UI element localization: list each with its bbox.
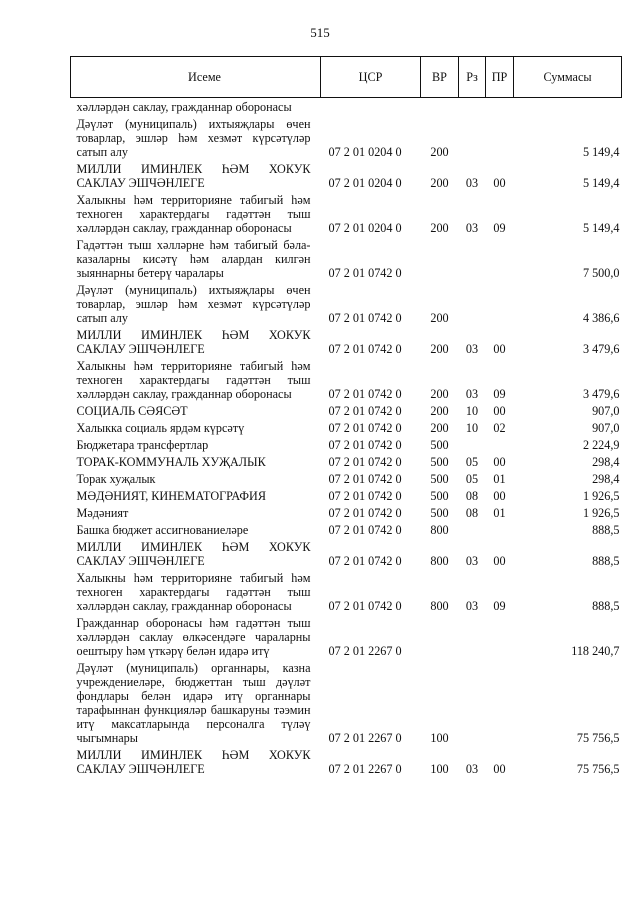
cell-rz [459,436,486,453]
cell-sum: 907,0 [592,420,620,435]
cell-sum: 5 149,4 [582,175,620,190]
cell-name: Дәүләт (муниципаль) органнары, казна учреждениеләре, бюджеттан тыш дәүләт фондлары белән идарә итү органнары тарафыннан функцияләр башкаруны тәэмин итү максатларында персоналга түләү чыгымнары [76,660,311,745]
cell-csr: 07 2 01 0204 0 [328,144,402,159]
cell-csr: 07 2 01 2267 0 [328,761,402,776]
cell-csr: 07 2 01 0742 0 [328,386,402,401]
cell-pr [486,614,514,659]
table-row [71,436,622,453]
cell-rz: 03 [465,175,479,190]
cell-vr: 800 [430,598,449,613]
cell-sum: 1 926,5 [582,505,620,520]
cell-pr: 00 [493,488,506,503]
cell-name: Башка бюджет ассигнованиеләре [76,522,249,537]
cell-name: ТОРАК-КОММУНАЛЬ ХУҖАЛЫК [76,454,266,469]
cell-sum: 298,4 [592,471,620,486]
cell-vr: 800 [430,522,449,537]
table-row [71,569,622,614]
cell-name: Мәдәният [76,505,129,520]
cell-pr: 00 [493,454,506,469]
cell-pr: 09 [493,386,506,401]
cell-sum: 888,5 [592,598,620,613]
cell-name: Халыкны һәм территорияне табигый һәм техноген характердагы гадәттән тыш хәлләрдән саклау, гражданнар оборонасы [76,192,311,235]
cell-name: Гражданнар оборонасы һәм гадәттән тыш хәлләрдән саклау өлкәсендәге чараларны оештыру һәм үткәрү белән идарә итү [76,615,311,658]
table-row [71,487,622,504]
cell-name: Дәүләт (муниципаль) ихтыяҗлары өчен товарлар, эшләр һәм хезмәт күрсәтүләр сатып алу [76,116,311,159]
table-row [71,115,622,160]
cell-vr [421,236,459,281]
cell-rz: 08 [465,505,479,520]
cell-name: Торак хуҗалык [76,471,156,486]
cell-csr: 07 2 01 0742 0 [328,471,402,486]
cell-name: МӘДӘНИЯТ, КИНЕМАТОГРАФИЯ [76,488,266,503]
cell-vr: 200 [430,403,449,418]
cell-csr: 07 2 01 2267 0 [328,643,402,658]
cell-rz: 10 [465,420,479,435]
cell-pr: 01 [493,505,506,520]
table-row [71,746,622,777]
budget-table [70,56,622,777]
table-row [71,521,622,538]
cell-csr: 07 2 01 0742 0 [328,420,402,435]
cell-sum: 2 224,9 [582,437,620,452]
cell-rz: 08 [465,488,479,503]
cell-vr: 200 [430,341,449,356]
cell-sum: 5 149,4 [582,144,620,159]
table-row [71,191,622,236]
cell-vr: 200 [430,310,449,325]
table-row [71,614,622,659]
header-csr: ЦСР [321,57,421,98]
cell-csr: 07 2 01 0742 0 [328,437,402,452]
table-row [71,659,622,746]
cell-pr: 00 [493,553,506,568]
cell-csr: 07 2 01 0742 0 [328,403,402,418]
cell-vr: 200 [430,420,449,435]
cell-csr [321,98,421,116]
cell-name: СОЦИАЛЬ СӘЯСӘТ [76,403,188,418]
cell-csr: 07 2 01 2267 0 [328,730,402,745]
table-row [71,470,622,487]
cell-name: МИЛЛИ ИМИНЛЕК ҺӘМ ХОКУК САКЛАУ ЭШЧӘНЛЕГЕ [76,539,311,568]
cell-pr: 09 [493,598,506,613]
cell-pr: 01 [493,471,506,486]
cell-vr: 200 [430,144,449,159]
cell-rz [459,236,486,281]
cell-vr: 500 [430,471,449,486]
header-sum: Суммасы [514,57,622,98]
cell-rz: 03 [465,553,479,568]
cell-csr: 07 2 01 0742 0 [328,488,402,503]
cell-vr: 800 [430,553,449,568]
cell-pr: 09 [493,220,506,235]
cell-vr: 500 [430,437,449,452]
cell-name: МИЛЛИ ИМИНЛЕК ҺӘМ ХОКУК САКЛАУ ЭШЧӘНЛЕГЕ [76,161,311,190]
cell-sum: 118 240,7 [571,643,620,658]
header-rz: Рз [459,57,486,98]
cell-rz: 05 [465,454,479,469]
cell-rz: 05 [465,471,479,486]
cell-csr: 07 2 01 0742 0 [328,341,402,356]
cell-csr: 07 2 01 0742 0 [328,598,402,613]
cell-pr: 00 [493,341,506,356]
cell-rz: 10 [465,403,479,418]
table-row [71,538,622,569]
table-header [71,57,622,98]
cell-vr: 200 [430,386,449,401]
cell-rz [459,521,486,538]
cell-vr [421,614,459,659]
cell-rz [459,659,486,746]
cell-sum: 75 756,5 [576,730,620,745]
table-row [71,357,622,402]
cell-pr: 02 [493,420,506,435]
cell-name: Бюджетара трансфертлар [76,437,209,452]
cell-csr: 07 2 01 0742 0 [328,265,402,280]
cell-sum: 3 479,6 [582,386,620,401]
table-row [71,281,622,326]
cell-pr [486,98,514,116]
cell-vr: 500 [430,454,449,469]
cell-name: МИЛЛИ ИМИНЛЕК ҺӘМ ХОКУК САКЛАУ ЭШЧӘНЛЕГЕ [76,327,311,356]
cell-rz: 03 [465,220,479,235]
page-number: 515 [310,25,330,40]
cell-rz: 03 [465,386,479,401]
cell-name: хәлләрдән саклау, гражданнар оборонасы [76,99,292,114]
table-row [71,402,622,419]
table-row [71,453,622,470]
header-pr: ПР [486,57,514,98]
cell-sum: 5 149,4 [582,220,620,235]
cell-csr: 07 2 01 0742 0 [328,310,402,325]
cell-rz [459,115,486,160]
table-row [71,504,622,521]
cell-sum: 888,5 [592,522,620,537]
table-row [71,160,622,191]
cell-name: Гадәттән тыш хәлләрне һәм табигый бәла-казаларны кисәтү һәм алардан килгән зыяннарны бетерү чаралары [76,237,311,280]
cell-pr [486,115,514,160]
cell-vr: 500 [430,505,449,520]
cell-pr [486,436,514,453]
cell-sum: 4 386,6 [582,310,620,325]
cell-name: МИЛЛИ ИМИНЛЕК ҺӘМ ХОКУК САКЛАУ ЭШЧӘНЛЕГЕ [76,747,311,776]
cell-vr: 200 [430,175,449,190]
cell-sum: 888,5 [592,553,620,568]
table-row [71,236,622,281]
cell-vr [421,98,459,116]
table-row [71,98,622,116]
cell-pr: 00 [493,761,506,776]
cell-vr: 200 [430,220,449,235]
cell-csr: 07 2 01 0742 0 [328,553,402,568]
header-name: Исеме [71,57,321,98]
cell-sum: 298,4 [592,454,620,469]
cell-name: Халыкка социаль ярдәм күрсәтү [76,420,245,435]
cell-rz: 03 [465,341,479,356]
cell-rz [459,281,486,326]
cell-vr: 100 [430,730,449,745]
cell-vr: 500 [430,488,449,503]
cell-sum: 1 926,5 [582,488,620,503]
table-row [71,326,622,357]
cell-sum [514,98,622,116]
cell-vr: 100 [430,761,449,776]
cell-csr: 07 2 01 0742 0 [328,522,402,537]
cell-name: Дәүләт (муниципаль) ихтыяҗлары өчен товарлар, эшләр һәм хезмәт күрсәтүләр сатып алу [76,282,311,325]
table-row [71,419,622,436]
cell-csr: 07 2 01 0204 0 [328,220,402,235]
cell-name: Халыкны һәм территорияне табигый һәм техноген характердагы гадәттән тыш хәлләрдән саклау, гражданнар оборонасы [76,358,311,401]
cell-rz: 03 [465,761,479,776]
cell-pr [486,236,514,281]
cell-rz: 03 [465,598,479,613]
cell-pr: 00 [493,175,506,190]
cell-csr: 07 2 01 0742 0 [328,505,402,520]
cell-name: Халыкны һәм территорияне табигый һәм техноген характердагы гадәттән тыш хәлләрдән саклау, гражданнар оборонасы [76,570,311,613]
cell-pr [486,659,514,746]
cell-sum: 907,0 [592,403,620,418]
cell-pr [486,281,514,326]
cell-sum: 75 756,5 [576,761,620,776]
cell-sum: 7 500,0 [582,265,620,280]
cell-rz [459,614,486,659]
cell-rz [459,98,486,116]
cell-sum: 3 479,6 [582,341,620,356]
cell-csr: 07 2 01 0742 0 [328,454,402,469]
cell-csr: 07 2 01 0204 0 [328,175,402,190]
cell-pr [486,521,514,538]
table-body [71,98,622,778]
cell-pr: 00 [493,403,506,418]
header-vr: ВР [421,57,459,98]
